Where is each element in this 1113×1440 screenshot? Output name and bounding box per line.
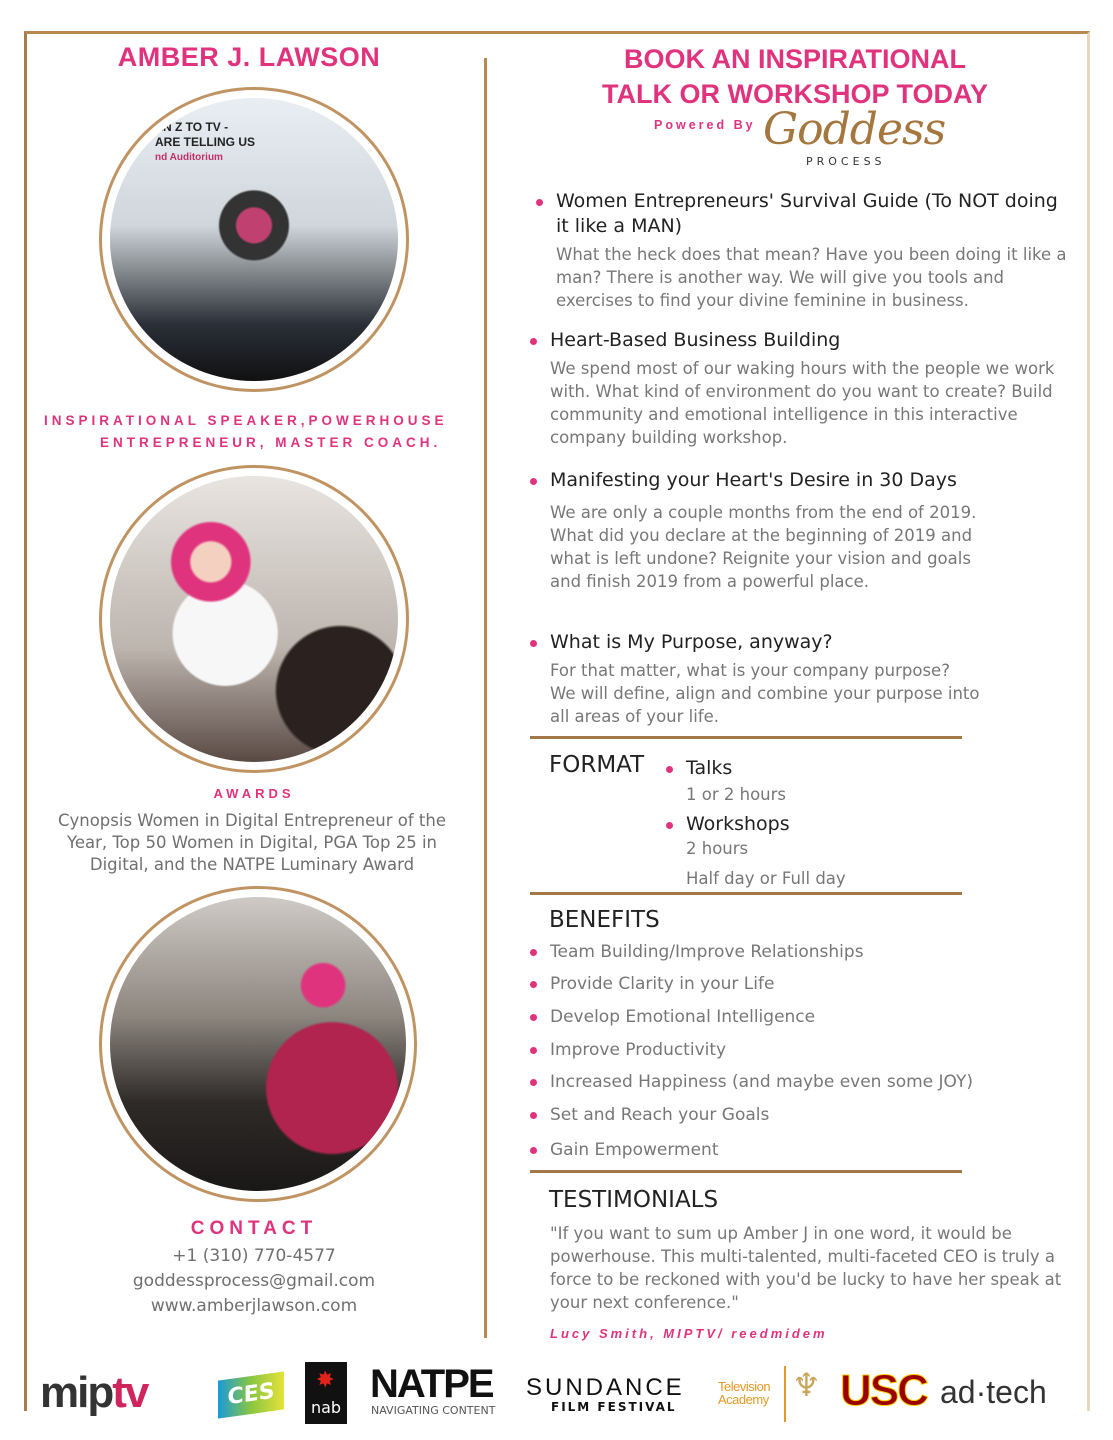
- column-divider: [484, 58, 487, 1338]
- sundance-logo-sub: FILM FESTIVAL: [551, 1400, 677, 1414]
- benefit-item: Increased Happiness (and maybe even some JOY): [530, 1072, 973, 1092]
- miptv-logo-text: tv: [112, 1368, 148, 1417]
- goddess-process-sub: PROCESS: [806, 155, 886, 168]
- contact-heading: CONTACT: [190, 1218, 318, 1239]
- photo-overlay-text: EN Z TO TV -: [155, 120, 229, 134]
- format-detail: Half day or Full day: [686, 869, 846, 888]
- television-academy-logo: [718, 1380, 770, 1406]
- benefit-item: Develop Emotional Intelligence: [530, 1007, 815, 1027]
- emmy-statue-icon: ♆: [792, 1366, 821, 1404]
- benefit-item: Set and Reach your Goals: [530, 1105, 769, 1125]
- speaker-name: AMBER J. LAWSON: [117, 42, 381, 72]
- usc-logo: USC: [840, 1366, 927, 1415]
- partner-logos: [40, 1360, 1080, 1430]
- tagline-line1: INSPIRATIONAL SPEAKER,POWERHOUSE: [44, 413, 448, 428]
- contact-website[interactable]: www.amberjlawson.com: [150, 1296, 358, 1316]
- tv-academy-text: Television: [718, 1379, 771, 1394]
- topic-title: Heart-Based Business Building: [530, 328, 1075, 353]
- topic-title: What is My Purpose, anyway?: [530, 630, 980, 655]
- format-heading: FORMAT: [549, 752, 645, 778]
- natpe-logo-sub: NAVIGATING CONTENT: [371, 1404, 496, 1417]
- tagline-line2: ENTREPRENEUR, MASTER COACH.: [100, 435, 442, 450]
- photo-overlay-text: ARE TELLING US: [155, 135, 256, 149]
- format-detail: 1 or 2 hours: [686, 785, 786, 804]
- speaker-photo-audience: [99, 886, 417, 1202]
- topic-item: [530, 630, 980, 728]
- sundance-logo: SUNDANCE: [526, 1374, 685, 1401]
- topic-item: [530, 468, 1000, 593]
- photo-overlay-text: nd Auditorium: [155, 152, 223, 163]
- ces-logo: CES: [218, 1371, 284, 1418]
- testimonial-author: Lucy Smith, MIPTV/ reedmidem: [550, 1326, 828, 1341]
- benefits-heading: BENEFITS: [549, 907, 660, 933]
- emmy-divider: [784, 1366, 786, 1422]
- nab-logo: [305, 1362, 347, 1424]
- contact-phone[interactable]: +1 (310) 770-4577: [172, 1246, 336, 1266]
- booking-title-line: BOOK AN INSPIRATIONAL: [624, 44, 966, 74]
- miptv-logo: [40, 1368, 147, 1418]
- speaker-photo-stage: [99, 87, 409, 392]
- benefit-item: Provide Clarity in your Life: [530, 974, 774, 994]
- benefit-item: Team Building/Improve Relationships: [530, 942, 864, 962]
- booking-title: [540, 42, 1050, 112]
- format-detail: 2 hours: [686, 839, 749, 858]
- section-divider: [530, 1170, 962, 1173]
- booking-title-line: TALK OR WORKSHOP TODAY: [601, 79, 989, 109]
- star-icon: ✸: [316, 1368, 335, 1393]
- format-label: Workshops: [666, 812, 966, 837]
- topic-desc: We spend most of our waking hours with the people we work with. What kind of environment do you want to create? Build community and emotional intelligence in this interactive company building workshop.: [550, 359, 1055, 447]
- format-item: [666, 812, 966, 890]
- topic-item: [530, 328, 1075, 449]
- awards-text: Cynopsis Women in Digital Entrepreneur of the Year, Top 50 Women in Digital, PGA Top 25 in Digital, and the NATPE Luminary Award: [57, 811, 447, 874]
- format-label: Talks: [666, 756, 966, 781]
- powered-by-label: Powered By: [654, 118, 756, 132]
- topic-title: Manifesting your Heart's Desire in 30 Days: [530, 468, 1113, 493]
- benefit-item: Gain Empowerment: [530, 1140, 719, 1160]
- contact-email[interactable]: goddessprocess@gmail.com: [132, 1271, 376, 1291]
- topic-item: [536, 189, 1076, 312]
- topic-desc: We are only a couple months from the end of 2019. What did you declare at the beginning of 2019 and what is left undone? Reignite your vision and goals and finish 2019 from a powerful place.: [550, 503, 977, 591]
- awards-heading: AWARDS: [213, 786, 295, 801]
- testimonials-heading: TESTIMONIALS: [549, 1187, 719, 1213]
- benefit-item: Improve Productivity: [530, 1040, 726, 1060]
- topic-title: Women Entrepreneurs' Survival Guide (To NOT doing it like a MAN): [536, 189, 1076, 239]
- format-item: [666, 756, 966, 806]
- section-divider: [530, 892, 962, 895]
- natpe-logo: NATPE: [370, 1362, 493, 1406]
- tv-academy-text: Academy: [718, 1392, 769, 1407]
- nab-logo-text: nab: [310, 1398, 342, 1417]
- topic-desc: What the heck does that mean? Have you been doing it like a man? There is another way. We will give you tools and exercises to find your divine feminine in business.: [556, 245, 1067, 310]
- goddess-process-logo: Goddess: [763, 104, 946, 155]
- adtech-logo: ad·tech: [940, 1374, 1047, 1410]
- speaker-photo-workshop: [99, 465, 409, 773]
- miptv-logo-text: mip: [40, 1368, 113, 1417]
- section-divider: [530, 736, 962, 739]
- testimonial-quote: "If you want to sum up Amber J in one word, it would be powerhouse. This multi-talented, multi-faceted CEO is truly a force to be reckoned with you'd be lucky to have her speak at your next conference.": [550, 1224, 1062, 1312]
- topic-desc: For that matter, what is your company purpose? We will define, align and combine your purpose into all areas of your life.: [550, 661, 980, 726]
